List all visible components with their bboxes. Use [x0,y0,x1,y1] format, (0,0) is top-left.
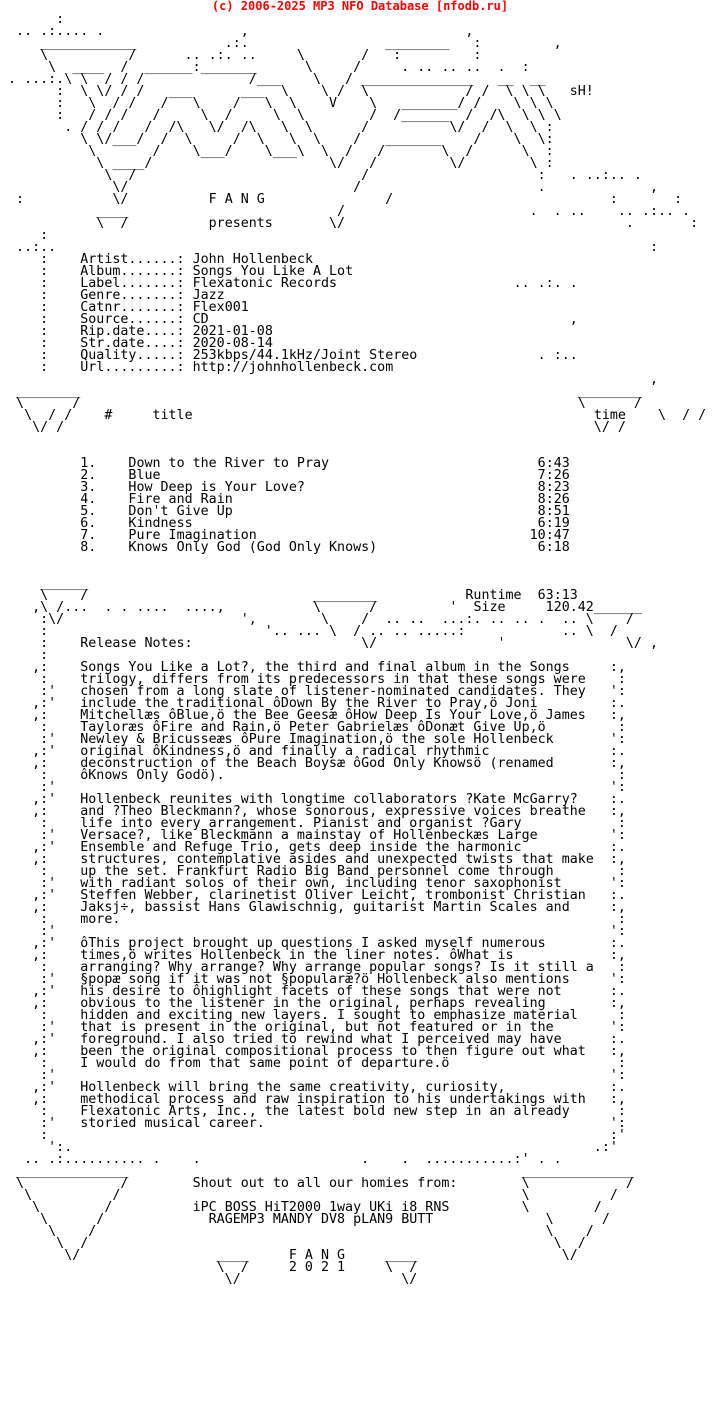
notes-line: Versace?, like Bleckmann a mainstay of Hollenbeckæs Large [80,828,538,843]
notes-line: Hollenbeck reunites with longtime collaborators ?Kate McGarry? [80,792,578,807]
notes-line: hidden and exciting new layers. I sought to emphasize material [80,1008,578,1023]
info-record-label-value: Flexatonic Records [192,276,338,291]
col-title: title [152,408,193,423]
notes-line: and ?Theo Bleckmann?, whose sonorous, expressive voices breathe [80,804,586,819]
notes-line: Tayloræs ôFire and Rain,ö Peter Gabrielæs ôDonæt Give Up,ö [80,720,546,735]
greets-line2: RAGEMP3 MANDY DV8 pLAN9 BUTT [208,1212,434,1227]
info-source-label: Source......: [80,312,185,327]
notes-line: Songs You Like a Lot?, the third and final album in the Songs [80,660,570,675]
track-time: 7:26 [537,468,570,483]
info-url-label: Url.........: [80,360,185,375]
info-catnr-label: Catnr.......: [80,300,185,315]
notes-line: times,ö writes Hollenbeck in the liner notes. ôWhat is [80,948,514,963]
notes-line: I would do from that same point of departure.ö [80,1056,450,1071]
track-title: Pure Imagination [128,528,257,543]
nfo-document: : .. .:.... . , , ____________ .:. ________ : , \ / .. .:. .. \ / : : \ ____ / ______:_______ \ / . .. .. .. . : . ...:.\ \ / / / /___ \ / ______________ __ __ : \ \/ / / ___ ___ \ \ / \ / / \ \ \ sH! : \ / / / \ / \ \ V \ _______/ / \ \ \ : / / / / \ / \ \ / /______ / /\ \ \ \ . / / / / /\ \/ /\ \ \ / \/ / \ \ : \ \/___/ / \ / \ \ \ / _______ / \ \: \ / \___/ \___\ \ / / \ / \ : \ ____/ \/ / \/ \ : \ / / : . ..:.. . \/ / . , : \/ F A N G / : : ____ / . . .. .. .:.. . \ / presents \/ . : : ..:.. : : Artist......: John Hollenbeck : Album.......: Songs You Like A Lot : Label.......: Flexatonic Records .. .:. . : Genre.......: Jazz : Catnr.......: Flex001 : Source......: CD , : Rip.date....: 2021-01-08 : Str.date....: 2020-08-14 : Quality.....: 253kbps/44.1kHz/Joint Stereo . :.. : Url.........: http://johnhollenbeck.com , ________ ________ \ / \ / \ / / # title time \ / / \/ / \/ / 1. Down to the River to Pray 6:43 2. Blue 7:26 3. How Deep is Your Love? 8:23 4. Fire and Rain 8:26 5. Don't Give Up 8:51 6. Kindness 6:19 7. Pure Imagination 10:47 8. Knows Only God (God Only Knows) 6:18 ______ \ / ________ Runtime 63:13 ,\ /... . . .... ...., \ / ' Size 120.42______ :\/ ', \ / .. .. ...:. .. .. . .. \ / : '.. ... \ / .. .. .....: .. \ / : Release Notes: \/ ' \/ , : ,: Songs You Like a Lot?, the third and final album in the Songs :, : trilogy, differs from its predecessors in that these songs were : :' chosen from a long slate of listener-nominated candidates. They ': ,:' include the traditional ôDown By the River to Pray,ö Joni :. ,: Mitchellæs ôBlue,ö the Bee Geesæ ôHow Deep Is Your Love,ö James :, : Tayloræs ôFire and Rain,ö Peter Gabrielæs ôDonæt Give Up,ö : :' Newley & Bricusseæs ôPure Imagination,ö the sole Hollenbeck ': ,:' original ôKindness,ö and finally a radical rhythmic :. ,: deconstruction of the Beach Boysæ ôGod Only Knowsö (renamed :, : ôKnows Only Godö). : :' ': ,:' Hollenbeck reunites with longtime collaborators ?Kate McGarry? :. ,: and ?Theo Bleckmann?, whose sonorous, expressive voices breathe :, : life into every arrangement. Pianist and organist ?Gary : :' Versace?, like Bleckmann a mainstay of Hollenbeckæs Large ': ,:' Ensemble and Refuge Trio, gets deep inside the harmonic :. ,: structures, contemplative asides and unexpected twists that make :, : up the set. Frankfurt Radio Big Band personnel come through : :' with radiant solos of their own, including tenor saxophonist ': ,:' Steffen Webber, clarinetist Oliver Leicht, trombonist Christian :. ,: Jaksj÷, bassist Hans Glawischnig, guitarist Martin Scales and :, : more. : :' ': ,:' ôThis project brought up questions I asked myself numerous :. ,: times,ö writes Hollenbeck in the liner notes. ôWhat is :, : arranging? Why arrange? Why arrange popular songs? Is it still a : :' §popæ song if it was not §popularæ?ö Hollenbeck also mentions ': ,:' his desire to ôhighlight facets of these songs that were not :. ,: obvious to the listener in the original, perhaps revealing :, : hidden and exciting new layers. I sought to emphasize material : :' that is present in the original, but not featured or in the ': ,:' foreground. I also tried to rewind what I perceived may have :. ,: been the original compositional process to then figure out what :, : I would do from that same point of departure.ö : :' ': ,:' Hollenbeck will bring the same creativity, curiosity, :. ,: methodical process and raw inspiration to his undertakings with :, : Flexatonic Arts, Inc., the latest bold new step in an already : :' storied musical career. ': : :' ':. .:' .. .:.......... . . . . ...........:' . . ______________ ______________ \ / Shout out to all our homies from: \ / \ / \ / \ / iPC BOSS HiT2000 1way UKi i8 RNS \ / \ / RAGEMP3 MANDY DV8 pLAN9 BUTT \ / \ / \ / \ / \ / \/ ____ F A N G ____ \/ \ / 2 0 2 1 \ / \/ \/ [8,12,707,1287]
info-url-value[interactable]: http://johnhollenbeck.com [192,360,394,375]
notes-line: been the original compositional process to then figure out what [80,1044,586,1059]
group-presents: presents [208,216,273,231]
track-title: Blue [128,468,161,483]
notes-line: structures, contemplative asides and unexpected twists that make [80,852,594,867]
size-value: 120.42 [545,600,594,615]
notes-line: Hollenbeck will bring the same creativity, curiosity, [80,1080,506,1095]
info-record-label-label: Label.......: [80,276,185,291]
footer-name: F A N G [288,1248,346,1263]
site-header: (c) 2006-2025 MP3 NFO Database [nfodb.ru] [211,0,509,13]
notes-line: Jaksj÷, bassist Hans Glawischnig, guitarist Martin Scales and [80,900,570,915]
track-number: 6. [80,516,97,531]
notes-line: more. [80,912,121,927]
notes-line: ôThis project brought up questions I asked myself numerous [80,936,546,951]
track-title: Kindness [128,516,193,531]
track-title: How Deep is Your Love? [128,480,305,495]
info-genre-value: Jazz [192,288,225,303]
runtime-value: 63:13 [537,588,578,603]
notes-line: that is present in the original, but not featured or in the [80,1020,554,1035]
col-number: # [104,408,113,423]
track-number: 8. [80,540,97,555]
notes-line: original ôKindness,ö and finally a radical rhythmic [80,744,490,759]
notes-line: storied musical career. [80,1116,265,1131]
info-album-label: Album.......: [80,264,185,279]
track-title: Don't Give Up [128,504,233,519]
notes-line: his desire to ôhighlight facets of these songs that were not [80,984,562,999]
track-time: 10:47 [529,528,570,543]
track-title: Knows Only God (God Only Knows) [128,540,378,555]
notes-line: obvious to the listener in the original, perhaps revealing [80,996,546,1011]
track-number: 2. [80,468,97,483]
footer-year: 2 0 2 1 [288,1260,346,1275]
notes-line: ôKnows Only Godö). [80,768,225,783]
notes-line: life into every arrangement. Pianist and organist ?Gary [80,816,522,831]
group-tag: sH! [569,84,594,99]
notes-line: Flexatonic Arts, Inc., the latest bold new step in an already [80,1104,570,1119]
notes-line: Steffen Webber, clarinetist Oliver Leicht, trombonist Christian [80,888,586,903]
notes-line: up the set. Frankfurt Radio Big Band personnel come through [80,864,554,879]
track-number: 1. [80,456,97,471]
notes-line: foreground. I also tried to rewind what I perceived may have [80,1032,562,1047]
notes-line: Ensemble and Refuge Trio, gets deep inside the harmonic [80,840,522,855]
group-name: F A N G [208,192,265,207]
info-rip-date-label: Rip.date....: [80,324,185,339]
notes-line: §popæ song if it was not §popularæ?ö Hollenbeck also mentions [80,972,570,987]
info-source-value: CD [192,312,209,327]
track-number: 7. [80,528,97,543]
track-number: 3. [80,480,97,495]
info-str-date-value: 2020-08-14 [192,336,273,351]
notes-line: with radiant solos of their own, including tenor saxophonist [80,876,562,891]
info-genre-label: Genre.......: [80,288,185,303]
track-time: 6:43 [537,456,570,471]
greets-title: Shout out to all our homies from: [192,1176,458,1191]
track-time: 8:23 [537,480,570,495]
info-catnr-value: Flex001 [192,300,249,315]
info-artist-value: John Hollenbeck [192,252,313,267]
notes-line: chosen from a long slate of listener-nominated candidates. They [80,684,586,699]
notes-line: include the traditional ôDown By the River to Pray,ö Joni [80,696,538,711]
notes-line: methodical process and raw inspiration to his undertakings with [80,1092,586,1107]
notes-line: trilogy, differs from its predecessors in that these songs were [80,672,586,687]
track-time: 6:19 [537,516,570,531]
info-rip-date-value: 2021-01-08 [192,324,273,339]
track-title: Fire and Rain [128,492,233,507]
runtime-label: Runtime [465,588,522,603]
info-artist-label: Artist......: [80,252,185,267]
track-number: 4. [80,492,97,507]
notes-line: Newley & Bricusseæs ôPure Imagination,ö the sole Hollenbeck [80,732,554,747]
info-quality-label: Quality.....: [80,348,185,363]
info-str-date-label: Str.date....: [80,336,185,351]
notes-heading: Release Notes: [80,636,193,651]
size-label: Size [473,600,506,615]
track-title: Down to the River to Pray [128,456,330,471]
notes-line: arranging? Why arrange? Why arrange popular songs? Is it still a [80,960,594,975]
notes-line: deconstruction of the Beach Boysæ ôGod Only Knowsö (renamed [80,756,554,771]
track-time: 8:26 [537,492,570,507]
track-time: 8:51 [537,504,570,519]
info-album-value: Songs You Like A Lot [192,264,354,279]
track-number: 5. [80,504,97,519]
track-time: 6:18 [537,540,570,555]
notes-line: Mitchellæs ôBlue,ö the Bee Geesæ ôHow Deep Is Your Love,ö James [80,708,586,723]
greets-line1: iPC BOSS HiT2000 1way UKi i8 RNS [192,1200,450,1215]
col-time: time [593,408,626,423]
info-quality-value: 253kbps/44.1kHz/Joint Stereo [192,348,418,363]
